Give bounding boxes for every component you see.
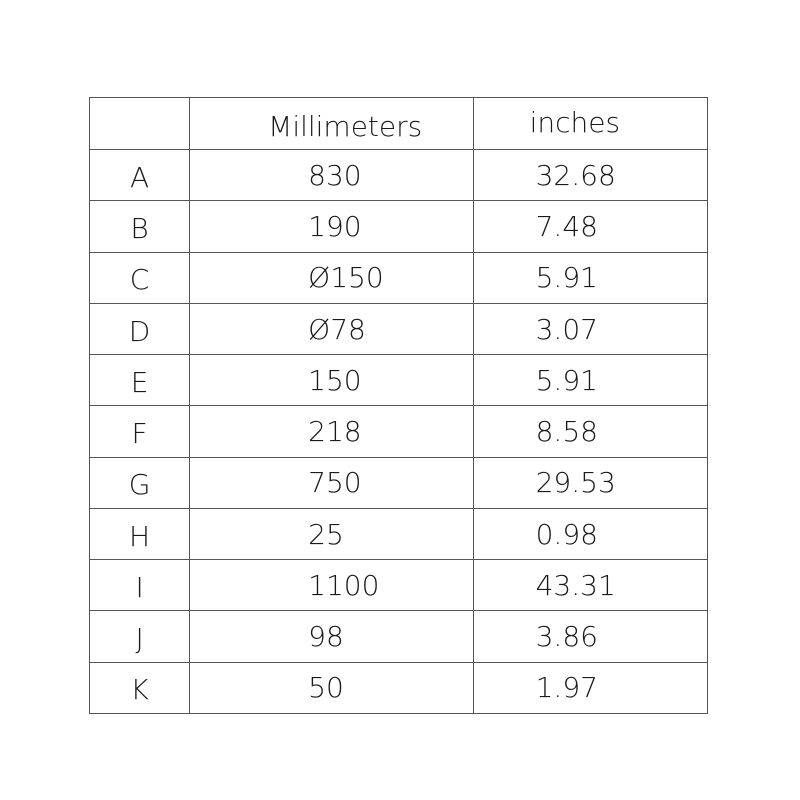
row-millimeters: 25 [190, 508, 473, 559]
table-row [90, 662, 708, 713]
table-row [90, 252, 708, 303]
row-inches: 29.53 [473, 457, 707, 508]
row-inches: 1.97 [473, 662, 707, 713]
row-millimeters: 150 [190, 355, 473, 406]
table-header-row [90, 98, 708, 150]
row-inches: 7.48 [473, 201, 707, 252]
table-row [90, 150, 708, 201]
dimensions-table [89, 97, 708, 714]
row-inches: 5.91 [473, 252, 707, 303]
row-millimeters: Ø78 [190, 303, 473, 354]
row-label: E [90, 355, 190, 406]
table-row [90, 303, 708, 354]
table-row [90, 406, 708, 457]
row-label: H [90, 508, 190, 559]
row-label: J [90, 611, 190, 662]
row-millimeters: 1100 [190, 560, 473, 611]
header-inches: inches [473, 98, 707, 150]
row-label: B [90, 201, 190, 252]
row-millimeters: Ø150 [190, 252, 473, 303]
row-label: K [90, 662, 190, 713]
table-row [90, 560, 708, 611]
table-row [90, 611, 708, 662]
row-millimeters: 50 [190, 662, 473, 713]
row-inches: 0.98 [473, 508, 707, 559]
row-label: F [90, 406, 190, 457]
table-row [90, 508, 708, 559]
row-inches: 5.91 [473, 355, 707, 406]
row-label: D [90, 303, 190, 354]
row-inches: 43.31 [473, 560, 707, 611]
row-millimeters: 98 [190, 611, 473, 662]
row-inches: 3.86 [473, 611, 707, 662]
row-millimeters: 190 [190, 201, 473, 252]
row-millimeters: 218 [190, 406, 473, 457]
row-label: C [90, 252, 190, 303]
row-label: I [90, 560, 190, 611]
table-row [90, 201, 708, 252]
row-label: A [90, 150, 190, 201]
row-inches: 3.07 [473, 303, 707, 354]
table-row [90, 457, 708, 508]
table-row [90, 355, 708, 406]
row-inches: 32.68 [473, 150, 707, 201]
header-label-cell [90, 98, 190, 150]
row-millimeters: 750 [190, 457, 473, 508]
row-label: G [90, 457, 190, 508]
row-inches: 8.58 [473, 406, 707, 457]
row-millimeters: 830 [190, 150, 473, 201]
header-millimeters: Millimeters [190, 98, 473, 150]
